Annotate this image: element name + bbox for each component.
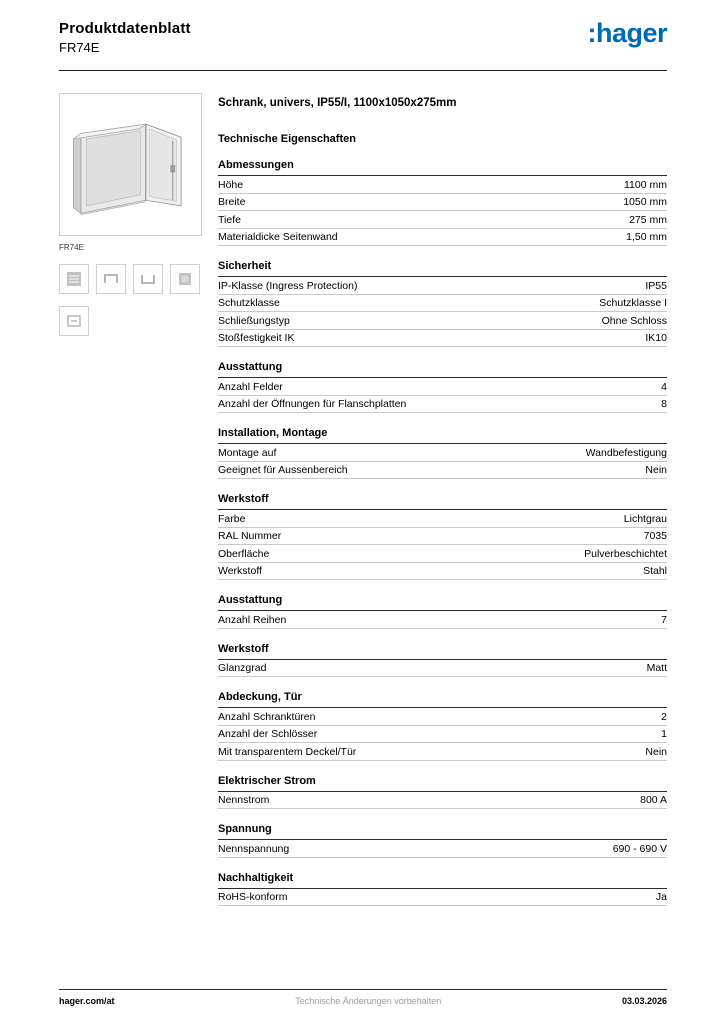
spec-value: Pulverbeschichtet bbox=[584, 547, 667, 560]
left-column bbox=[59, 93, 202, 906]
spec-rows bbox=[218, 660, 667, 678]
spec-value: 2 bbox=[661, 710, 667, 723]
spec-label: Schutzklasse bbox=[218, 297, 280, 309]
header-titles bbox=[59, 20, 191, 55]
spec-label: Schließungstyp bbox=[218, 314, 290, 327]
spec-section bbox=[218, 493, 667, 580]
spec-rows bbox=[218, 444, 667, 479]
spec-row bbox=[218, 510, 667, 528]
spec-rows bbox=[218, 792, 667, 810]
spec-row bbox=[218, 743, 667, 761]
spec-label: Anzahl der Öffnungen für Flanschplatten bbox=[218, 398, 407, 410]
spec-value: 4 bbox=[661, 380, 667, 393]
spec-row bbox=[218, 545, 667, 563]
spec-label: Mit transparentem Deckel/Tür bbox=[218, 745, 357, 758]
spec-section-heading: Spannung bbox=[218, 823, 667, 840]
spec-row bbox=[218, 840, 667, 858]
product-image bbox=[66, 100, 196, 230]
spec-section bbox=[218, 159, 667, 246]
spec-label: IP-Klasse (Ingress Protection) bbox=[218, 279, 358, 292]
spec-section-heading: Abdeckung, Tür bbox=[218, 691, 667, 708]
spec-row bbox=[218, 563, 667, 581]
spec-value: 275 mm bbox=[629, 213, 667, 226]
spec-section-heading: Werkstoff bbox=[218, 493, 667, 510]
spec-row bbox=[218, 528, 667, 546]
product-reference: FR74E bbox=[59, 40, 100, 55]
spec-row bbox=[218, 726, 667, 744]
footer-website: hager.com/at bbox=[59, 996, 115, 1006]
product-image-frame bbox=[59, 93, 202, 236]
header bbox=[59, 20, 667, 55]
spec-value: 1,50 mm bbox=[626, 231, 667, 243]
spec-section-heading: Ausstattung bbox=[218, 361, 667, 378]
spec-label: Anzahl Reihen bbox=[218, 613, 287, 626]
hager-logo: :hager bbox=[587, 18, 667, 48]
spec-value: 7035 bbox=[643, 530, 667, 542]
spec-section-heading: Abmessungen bbox=[218, 159, 667, 176]
solid-panel-icon bbox=[170, 264, 200, 294]
spec-row bbox=[218, 312, 667, 330]
product-title: Schrank, univers, IP55/I, 1100x1050x275mm bbox=[218, 97, 457, 109]
spec-label: Geeignet für Aussenbereich bbox=[218, 464, 348, 476]
spec-section-heading: Werkstoff bbox=[218, 643, 667, 660]
spec-value: IP55 bbox=[645, 279, 667, 292]
spec-label: Höhe bbox=[218, 178, 244, 191]
spec-value: 7 bbox=[661, 613, 667, 626]
spec-row bbox=[218, 708, 667, 726]
spec-rows bbox=[218, 510, 667, 580]
spec-section-heading: Installation, Montage bbox=[218, 427, 667, 444]
tech-properties-heading: Technische Eigenschaften bbox=[218, 133, 356, 145]
spec-rows bbox=[218, 277, 667, 347]
spec-row bbox=[218, 194, 667, 212]
spec-row bbox=[218, 444, 667, 462]
spec-row bbox=[218, 330, 667, 348]
page-title: Produktdatenblatt bbox=[59, 20, 191, 37]
spec-value: Nein bbox=[645, 464, 667, 476]
spec-row bbox=[218, 889, 667, 907]
spec-section bbox=[218, 775, 667, 810]
spec-section-heading: Ausstattung bbox=[218, 594, 667, 611]
spec-value: Ja bbox=[655, 891, 667, 903]
spec-value: Nein bbox=[645, 745, 667, 758]
spec-value: 690 - 690 V bbox=[612, 842, 667, 855]
spec-label: RAL Nummer bbox=[218, 530, 282, 542]
spec-label: Stoßfestigkeit IK bbox=[218, 332, 295, 344]
spec-value: 1 bbox=[661, 728, 667, 740]
spec-label: Werkstoff bbox=[218, 565, 262, 577]
spec-row bbox=[218, 211, 667, 229]
flange-plate-icon bbox=[59, 306, 89, 336]
spec-section-heading: Elektrischer Strom bbox=[218, 775, 667, 792]
spec-rows bbox=[218, 176, 667, 246]
spec-label: Breite bbox=[218, 196, 246, 208]
spec-section bbox=[218, 260, 667, 347]
grille-icon bbox=[59, 264, 89, 294]
spec-value: Stahl bbox=[643, 565, 667, 577]
footer-date: 03.03.2026 bbox=[621, 996, 667, 1006]
spec-row bbox=[218, 378, 667, 396]
header-divider bbox=[59, 70, 667, 71]
spec-value: 8 bbox=[661, 398, 667, 410]
spec-rows bbox=[218, 708, 667, 761]
spec-row bbox=[218, 611, 667, 629]
spec-section bbox=[218, 427, 667, 479]
spec-section bbox=[218, 643, 667, 678]
spec-section bbox=[218, 823, 667, 858]
spec-label: Nennstrom bbox=[218, 794, 270, 806]
spec-label: Anzahl Felder bbox=[218, 380, 283, 393]
spec-row bbox=[218, 295, 667, 313]
spec-label: Tiefe bbox=[218, 213, 241, 226]
spec-label: Montage auf bbox=[218, 446, 277, 459]
spec-rows bbox=[218, 889, 667, 907]
spec-value: Wandbefestigung bbox=[585, 446, 667, 459]
spec-row bbox=[218, 792, 667, 810]
spec-row bbox=[218, 176, 667, 194]
thumbnail-row-2 bbox=[59, 306, 202, 336]
product-image-caption: FR74E bbox=[59, 243, 84, 252]
spec-label: Anzahl Schranktüren bbox=[218, 710, 316, 723]
spec-rows bbox=[218, 378, 667, 413]
spec-label: Nennspannung bbox=[218, 842, 290, 855]
bracket-bottom-icon bbox=[133, 264, 163, 294]
spec-section bbox=[218, 594, 667, 629]
footer bbox=[59, 989, 667, 1006]
spec-rows bbox=[218, 611, 667, 629]
spec-row bbox=[218, 660, 667, 678]
spec-section bbox=[218, 872, 667, 907]
spec-label: Anzahl der Schlösser bbox=[218, 728, 318, 740]
bracket-top-icon bbox=[96, 264, 126, 294]
spec-value: Schutzklasse I bbox=[599, 297, 667, 309]
spec-section-heading: Sicherheit bbox=[218, 260, 667, 277]
spec-value: IK10 bbox=[645, 332, 667, 344]
right-column bbox=[218, 93, 667, 906]
thumbnail-row-1 bbox=[59, 264, 202, 294]
spec-section bbox=[218, 691, 667, 761]
spec-label: Farbe bbox=[218, 512, 246, 525]
spec-value: Ohne Schloss bbox=[601, 314, 667, 327]
main-content bbox=[59, 93, 667, 906]
spec-row bbox=[218, 462, 667, 480]
spec-row bbox=[218, 396, 667, 414]
spec-value: Lichtgrau bbox=[623, 512, 667, 525]
spec-label: Oberfläche bbox=[218, 547, 270, 560]
spec-label: Glanzgrad bbox=[218, 662, 267, 674]
spec-value: 800 A bbox=[640, 794, 667, 806]
spec-label: RoHS-konform bbox=[218, 891, 288, 903]
spec-rows bbox=[218, 840, 667, 858]
spec-section-heading: Nachhaltigkeit bbox=[218, 872, 667, 889]
spec-sections bbox=[218, 159, 667, 906]
spec-row bbox=[218, 277, 667, 295]
spec-section bbox=[218, 361, 667, 413]
spec-row bbox=[218, 229, 667, 247]
spec-value: 1050 mm bbox=[623, 196, 667, 208]
spec-value: Matt bbox=[646, 662, 667, 674]
spec-value: 1100 mm bbox=[624, 178, 667, 191]
footer-disclaimer: Technische Änderungen vorbehalten bbox=[295, 996, 442, 1006]
spec-label: Materialdicke Seitenwand bbox=[218, 231, 338, 243]
